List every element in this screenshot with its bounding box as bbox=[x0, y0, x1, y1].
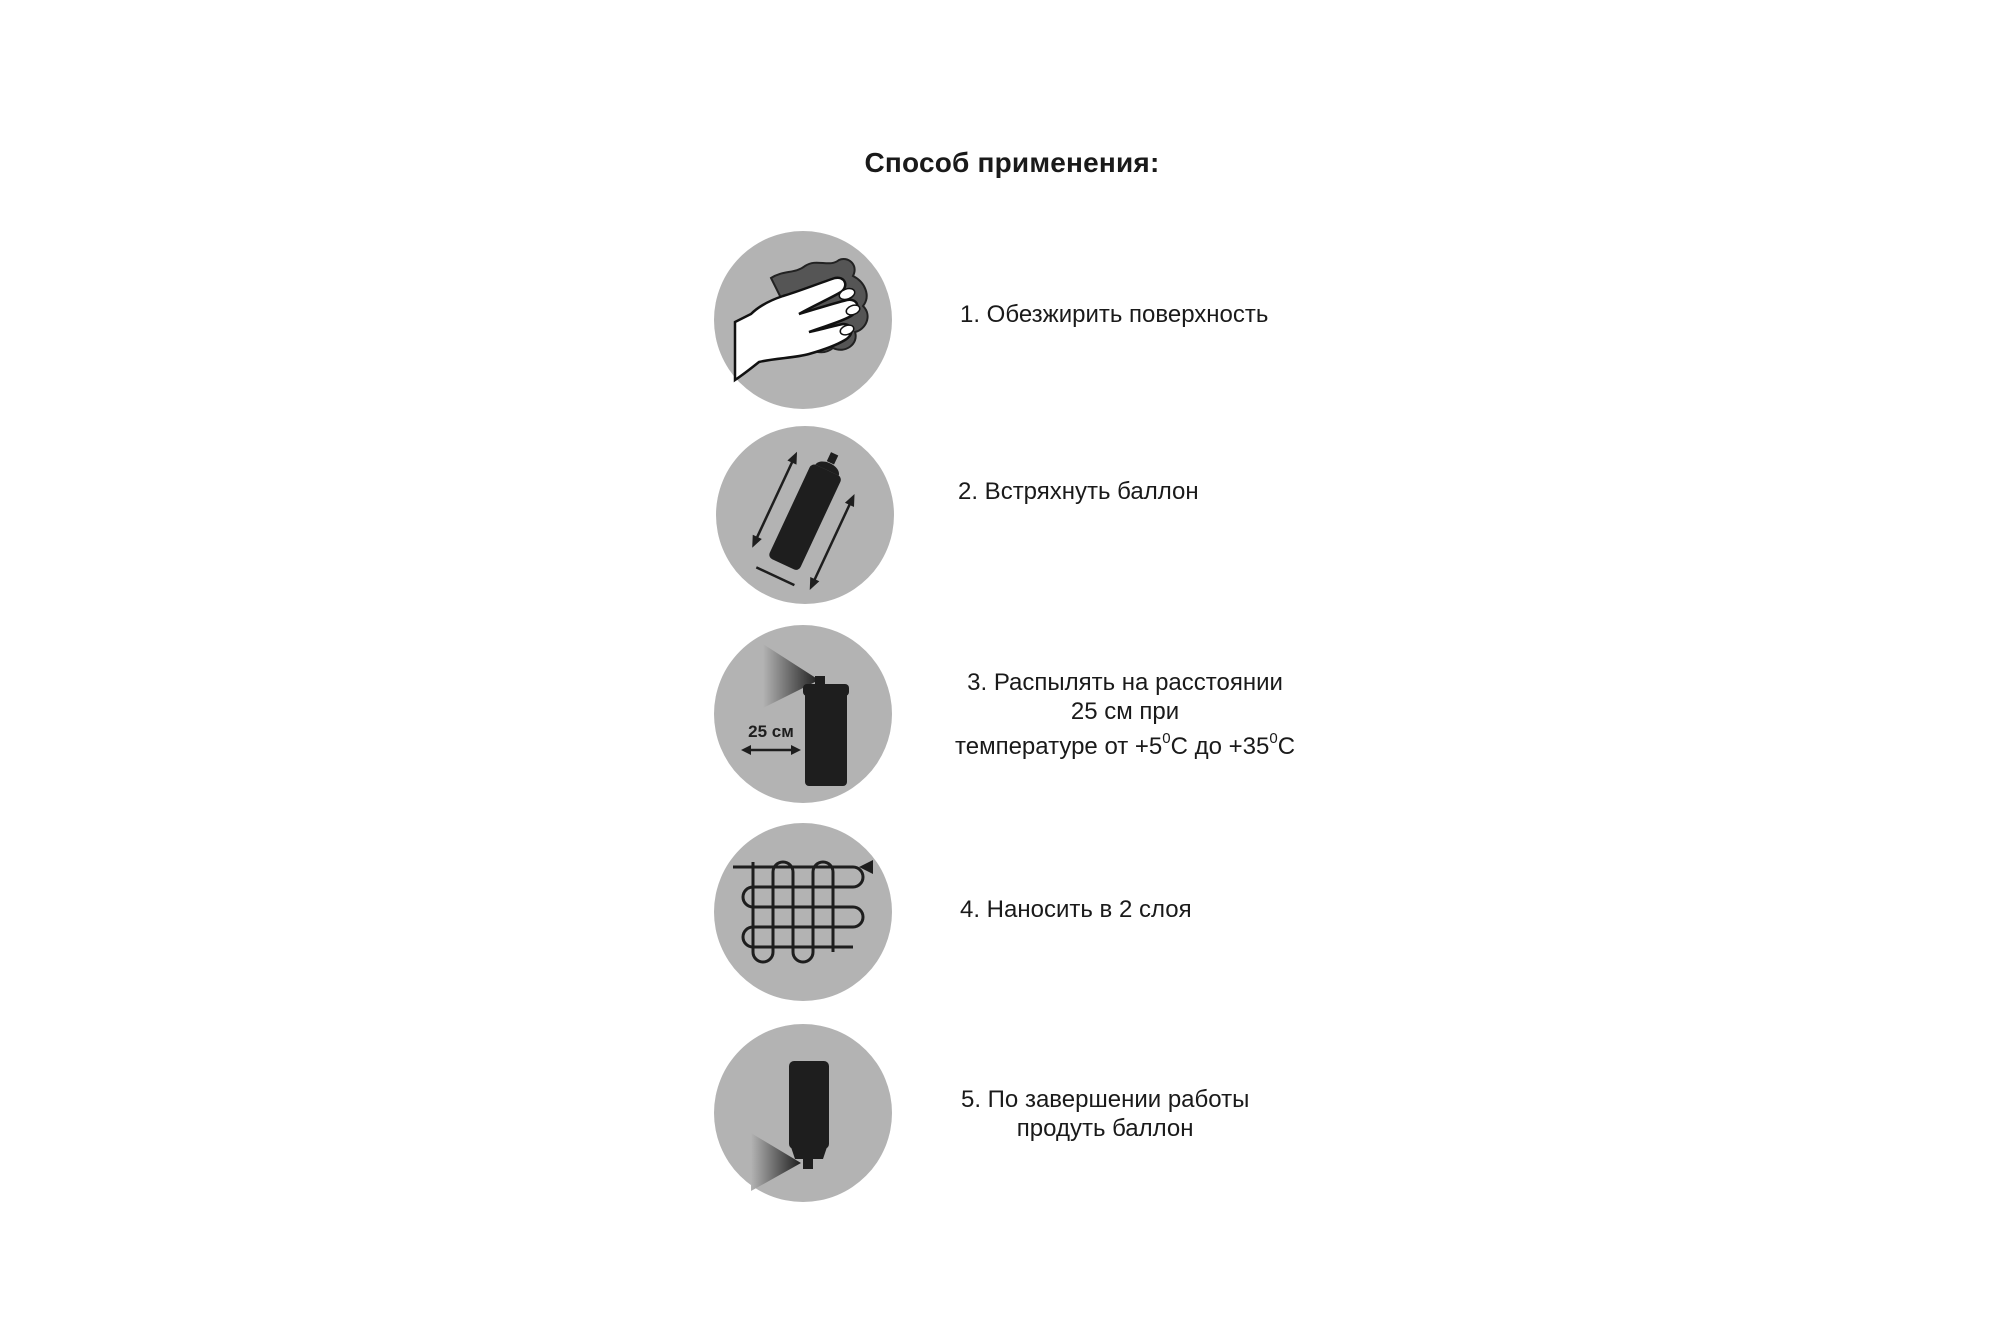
purge-can-icon bbox=[713, 1023, 893, 1203]
page-title-text: Способ применения: bbox=[864, 147, 1160, 178]
page-title bbox=[0, 147, 2000, 179]
two-coats-pattern-icon bbox=[713, 822, 893, 1002]
step-5 bbox=[0, 1023, 2000, 1203]
temperature-end: С bbox=[1277, 733, 1296, 760]
temperature-middle: С до +35 bbox=[1170, 733, 1270, 760]
step-3-line-2: 25 см при bbox=[1070, 698, 1180, 725]
distance-label: 25 см bbox=[748, 722, 794, 741]
spray-distance-icon bbox=[713, 624, 893, 804]
step-3-label bbox=[955, 668, 1295, 761]
step-3-line-3 bbox=[955, 726, 1295, 761]
step-1-label bbox=[960, 300, 1268, 329]
wipe-hand-icon bbox=[713, 230, 893, 410]
step-2 bbox=[0, 425, 2000, 605]
degree-mark-2: 0 bbox=[1269, 730, 1278, 747]
step-5-line-2: продуть баллон bbox=[1016, 1115, 1194, 1142]
step-4-line-1: 4. Наносить в 2 слоя bbox=[960, 896, 1192, 923]
step-2-line-1: 2. Встряхнуть баллон bbox=[958, 478, 1199, 505]
shake-can-icon bbox=[715, 425, 895, 605]
step-1 bbox=[0, 230, 2000, 410]
step-5-line-1: 5. По завершении работы bbox=[961, 1086, 1250, 1113]
temperature-prefix: температуре от +5 bbox=[955, 733, 1163, 760]
step-4 bbox=[0, 822, 2000, 1002]
step-3 bbox=[0, 624, 2000, 804]
step-5-label bbox=[961, 1085, 1249, 1143]
step-2-label bbox=[958, 477, 1199, 506]
degree-mark-1: 0 bbox=[1162, 730, 1171, 747]
step-4-label bbox=[960, 895, 1192, 924]
step-1-line-1: 1. Обезжирить поверхность bbox=[960, 301, 1269, 328]
step-3-line-1: 3. Распылять на расстоянии bbox=[967, 669, 1283, 696]
